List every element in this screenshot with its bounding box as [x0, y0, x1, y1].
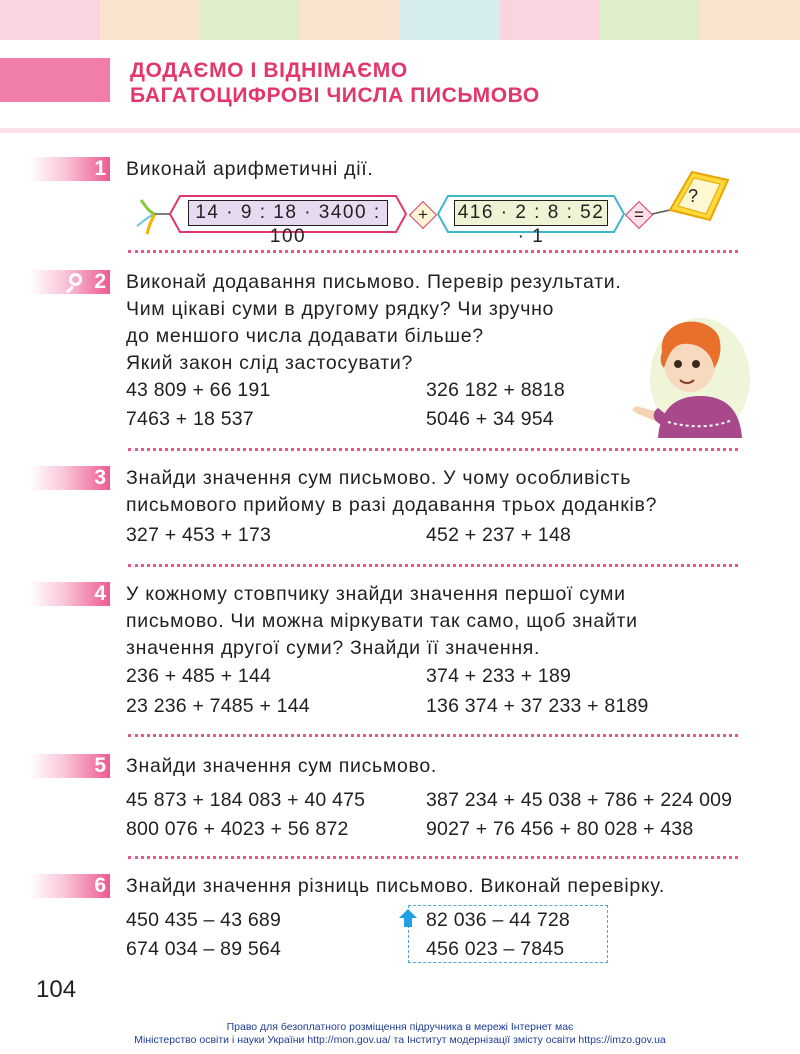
- strip-segment: [100, 0, 200, 40]
- expression: 452 + 237 + 148: [426, 524, 572, 546]
- equals-sign: =: [634, 205, 644, 224]
- expression: 674 034 – 89 564: [126, 938, 282, 960]
- task-line: Виконай додавання письмово. Перевір результати.: [126, 271, 622, 293]
- equals-diamond: [626, 202, 652, 228]
- footer-line-2: Міністерство освіти і науки України http://mon.gov.ua/ та Інститут модернізації змісту освіти https://imzo.gov.ua: [134, 1034, 666, 1046]
- expression-box-1: [188, 200, 388, 247]
- task-line: Знайди значення сум письмово.: [126, 755, 438, 777]
- task-line: Знайди значення сум письмово. У чому особливість: [126, 467, 632, 489]
- chain-expression-2: 416 · 2 : 8 : 52 · 1: [457, 202, 605, 247]
- expression: 136 374 + 37 233 + 8189: [426, 695, 649, 717]
- task-number-tab: [30, 157, 110, 181]
- expression-box-2: [454, 200, 608, 247]
- strip-segment: [700, 0, 800, 40]
- header-color-strip: [0, 0, 800, 40]
- task-6-text: [126, 873, 665, 900]
- title-line-1: ДОДАЄМО І ВІДНІМАЄМО: [130, 59, 408, 82]
- strip-segment: [600, 0, 700, 40]
- boy-illustration: [628, 312, 750, 438]
- expression: 23 236 + 7485 + 144: [126, 695, 310, 717]
- task-number: 5: [94, 754, 106, 777]
- title-line-2: БАГАТОЦИФРОВІ ЧИСЛА ПИСЬМОВО: [130, 84, 540, 107]
- divider: [128, 856, 738, 859]
- arrow-up-icon: [398, 908, 418, 928]
- divider: [128, 564, 738, 567]
- task-4-text: [126, 581, 638, 662]
- strip-segment: [0, 0, 100, 40]
- task-number: 3: [94, 466, 106, 489]
- task-line: письмового прийому в разі додавання трьох доданків?: [126, 494, 658, 516]
- task-line: до меншого числа додавати більше?: [126, 325, 484, 347]
- expression: 374 + 233 + 189: [426, 665, 572, 687]
- title-underline: [0, 128, 800, 133]
- task-number-tab: [30, 582, 110, 606]
- divider: [128, 734, 738, 737]
- divider: [128, 250, 738, 253]
- task-3-text: [126, 465, 657, 519]
- expression: 7463 + 18 537: [126, 408, 254, 430]
- strip-segment: [500, 0, 600, 40]
- plus-sign: +: [418, 205, 428, 224]
- task-number: 4: [94, 582, 106, 605]
- expression: 82 036 – 44 728: [426, 909, 570, 931]
- task-number-tab: [30, 466, 110, 490]
- expression: 456 023 – 7845: [426, 938, 565, 960]
- task-line: значення другої суми? Знайди її значення.: [126, 637, 541, 659]
- task-line: Чим цікаві суми в другому рядку? Чи зручно: [126, 298, 555, 320]
- task-number: 6: [94, 874, 106, 897]
- strip-segment: [400, 0, 500, 40]
- divider: [128, 448, 738, 451]
- task-1-text: [126, 156, 374, 183]
- plus-diamond: [410, 202, 436, 228]
- task-line: Виконай арифметичні дії.: [126, 158, 374, 180]
- expression: 326 182 + 8818: [426, 379, 565, 401]
- task-line: Знайди значення різниць письмово. Виконай перевірку.: [126, 875, 665, 897]
- task-2-text: [126, 269, 621, 377]
- expression: 9027 + 76 456 + 80 028 + 438: [426, 818, 694, 840]
- strip-segment: [200, 0, 300, 40]
- expression: 800 076 + 4023 + 56 872: [126, 818, 349, 840]
- title-accent-bar: [0, 58, 110, 102]
- page-number: 104: [36, 976, 77, 1003]
- expression: 45 873 + 184 083 + 40 475: [126, 789, 366, 811]
- expression: 387 234 + 45 038 + 786 + 224 009: [426, 789, 733, 811]
- strip-segment: [300, 0, 400, 40]
- task-number-tab: [30, 754, 110, 778]
- expression: 5046 + 34 954: [426, 408, 554, 430]
- task-5-text: [126, 753, 437, 780]
- chain-expression-1: 14 · 9 : 18 · 3400 : 100: [195, 202, 381, 247]
- expression: 327 + 453 + 173: [126, 524, 272, 546]
- task-line: письмово. Чи можна міркувати так само, щоб знайти: [126, 610, 638, 632]
- expression: 43 809 + 66 191: [126, 379, 271, 401]
- expression: 450 435 – 43 689: [126, 909, 282, 931]
- expression: 236 + 485 + 144: [126, 665, 272, 687]
- task-number: 1: [94, 157, 106, 180]
- task-line: У кожному стовпчику знайди значення першої суми: [126, 583, 626, 605]
- task-number-tab: [30, 874, 110, 898]
- task-number-tab: [30, 270, 110, 294]
- footer-line-1: Право для безоплатного розміщення підручника в мережі Інтернет має: [226, 1021, 574, 1033]
- page-title: [130, 58, 770, 108]
- task-line: Який закон слід застосувати?: [126, 352, 414, 374]
- ribbon-tail-icon: [135, 190, 171, 238]
- magnifier-icon: [69, 273, 82, 286]
- kite-question: ?: [688, 186, 699, 206]
- task-number: 2: [94, 270, 106, 293]
